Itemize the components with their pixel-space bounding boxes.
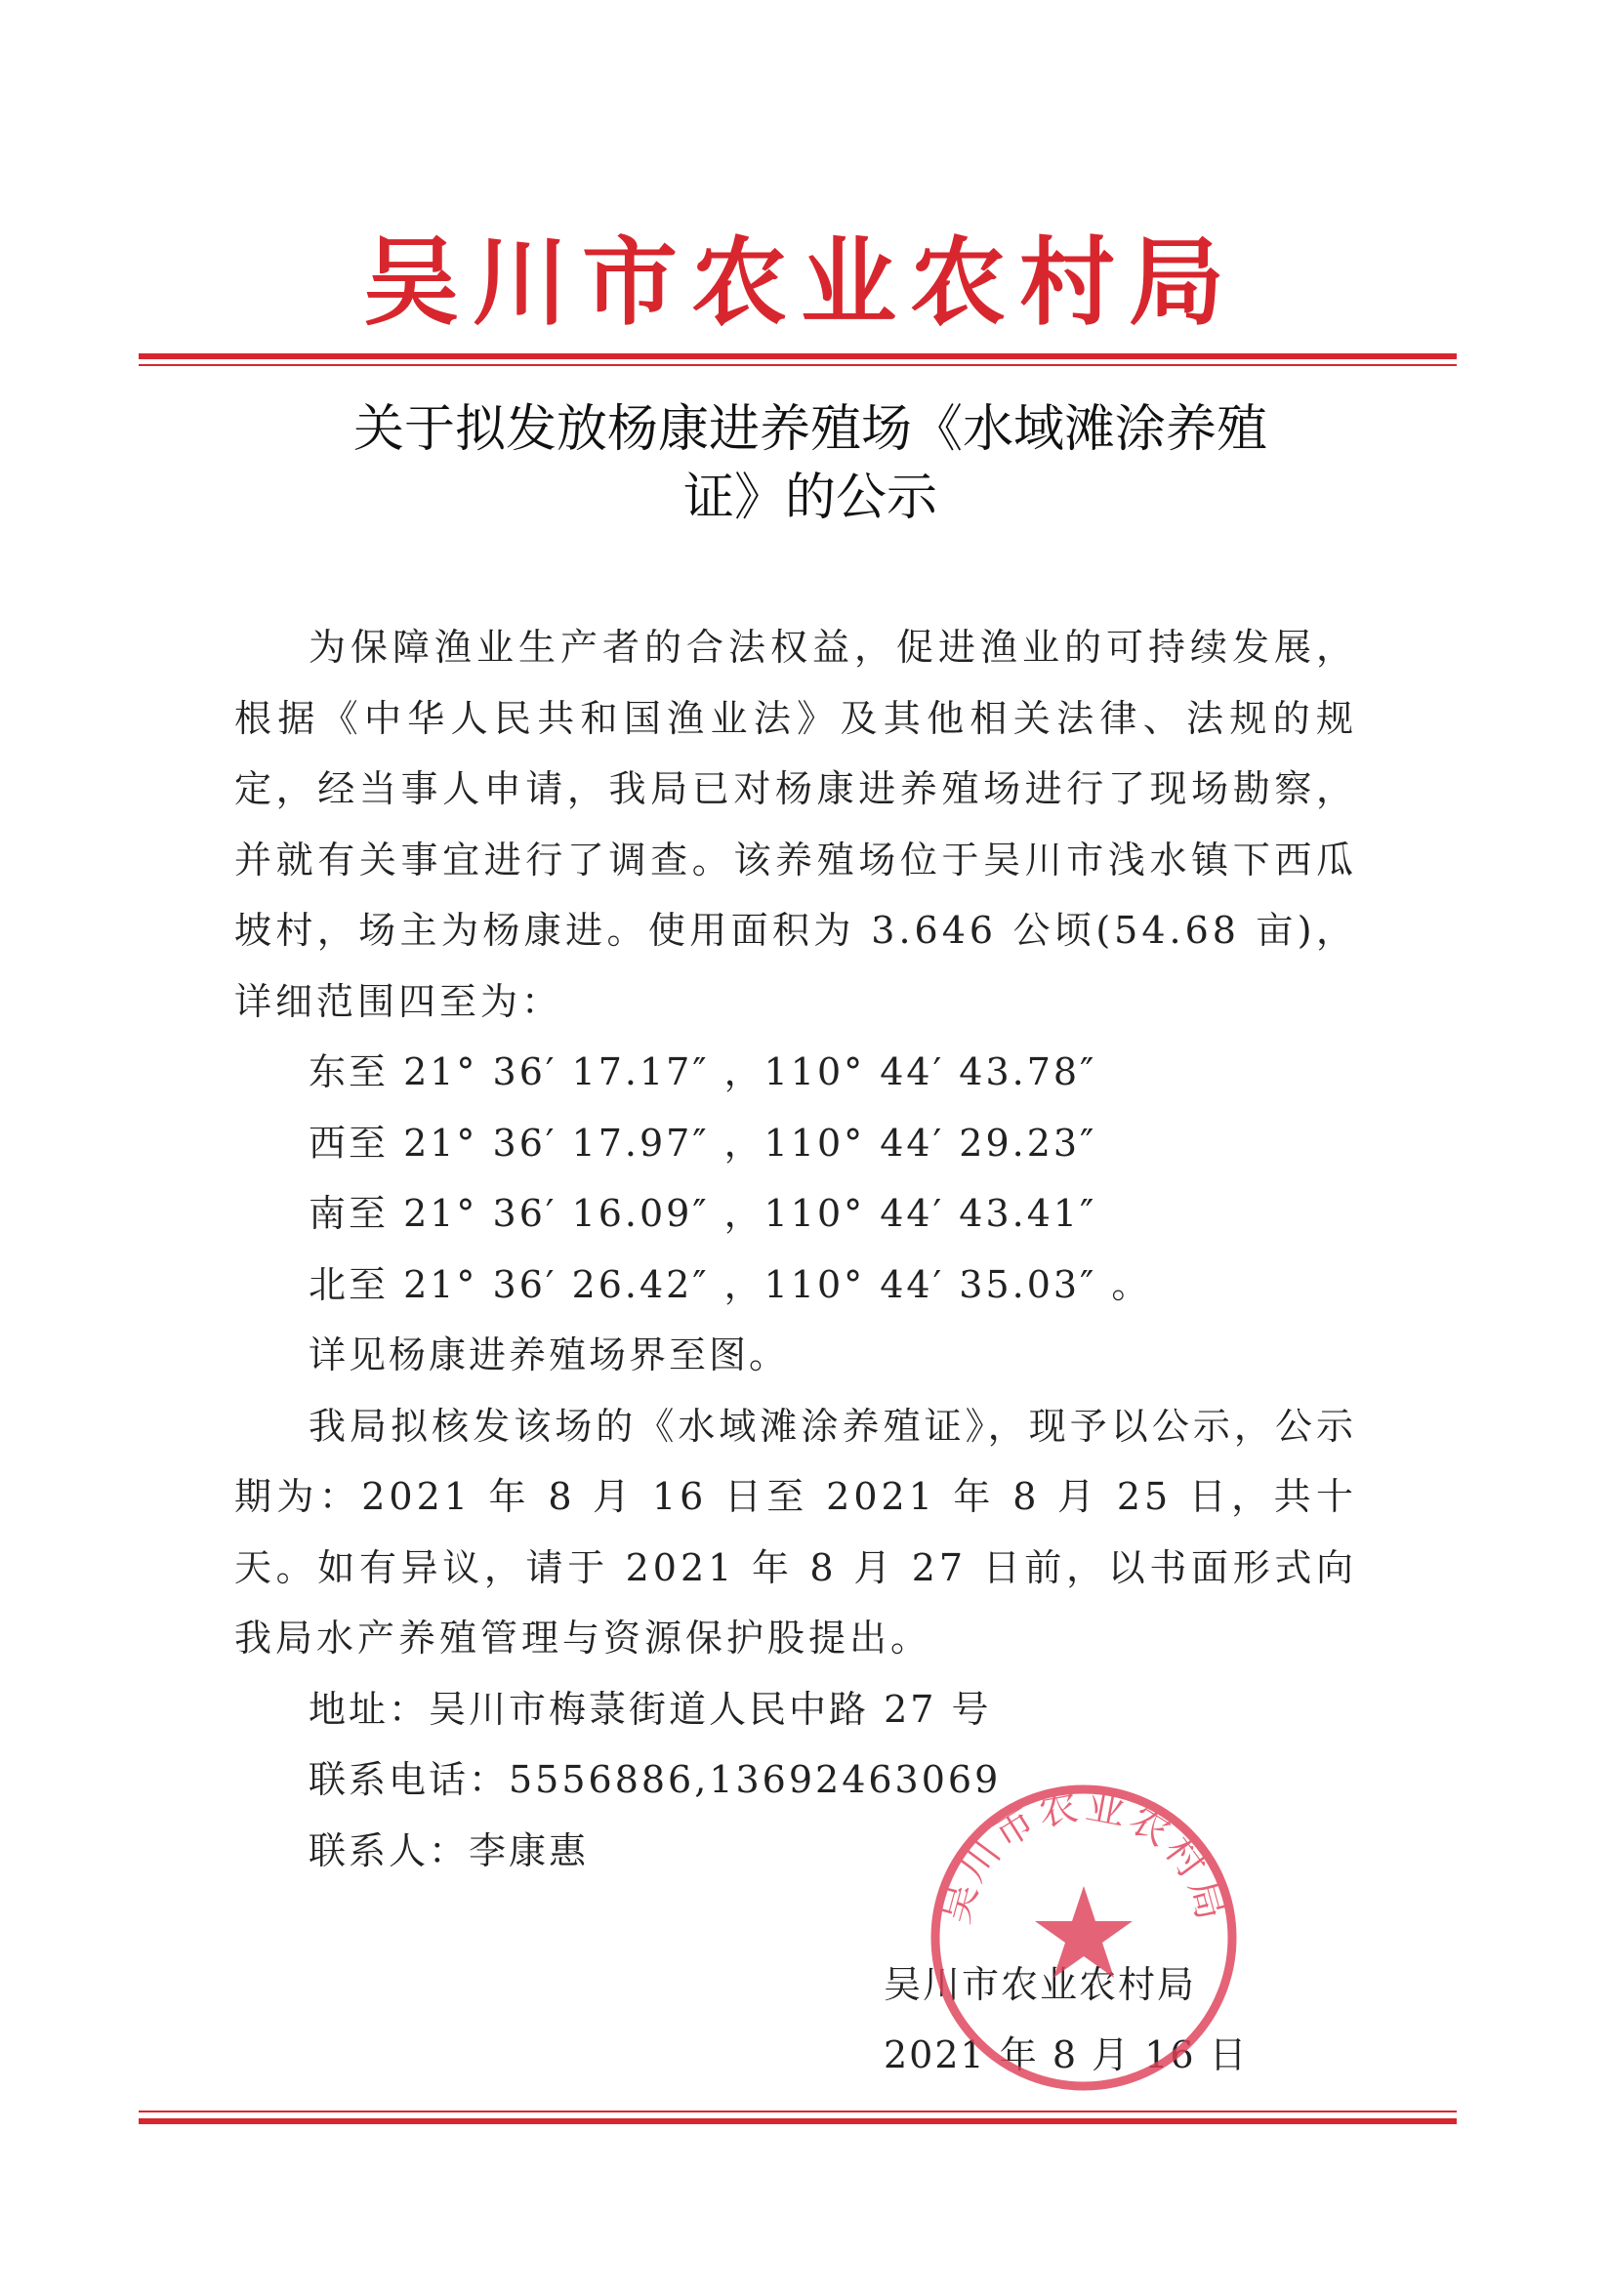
boundary-east: 东至 21° 36′ 17.17″ ，110° 44′ 43.78″ xyxy=(309,1050,1097,1093)
boundary-north: 北至 21° 36′ 26.42″ ，110° 44′ 35.03″ 。 xyxy=(309,1262,1152,1306)
signature-date: 2021 年 8 月 16 日 xyxy=(884,2033,1249,2076)
contact-person: 联系人：李康惠 xyxy=(309,1828,590,1872)
document-body xyxy=(234,612,1357,1886)
document-title xyxy=(176,395,1445,532)
footer-rule-thick xyxy=(139,2118,1457,2124)
notice-paragraph: 我局拟核发该场的《水域滩涂养殖证》，现予以公示，公示期为：2021 年 8 月 16 日至 2021 年 8 月 25 日，共十天。如有异议，请于 2021 年 8 月 27 日前，以书面形式向我局水产养殖管理与资源保护股提出。 xyxy=(234,1404,1357,1660)
seal-star-icon xyxy=(1035,1886,1133,1978)
official-seal xyxy=(923,1777,1245,2099)
boundary-west: 西至 21° 36′ 17.97″ ，110° 44′ 29.23″ xyxy=(309,1121,1097,1165)
footer-rule-thin xyxy=(139,2111,1457,2112)
contact-phone: 联系电话：5556886,13692463069 xyxy=(309,1758,1002,1801)
header-rule-thin xyxy=(139,364,1457,366)
title-line-1: 关于拟发放杨康进养殖场《水域滩涂养殖 xyxy=(352,400,1267,459)
org-header: 吴川市农业农村局 xyxy=(362,226,1238,339)
seal-text: 吴川市农业农村局 xyxy=(932,1783,1235,1929)
signature-org: 吴川市农业农村局 xyxy=(884,1963,1197,2006)
boundary-south: 南至 21° 36′ 16.09″ ，110° 44′ 43.41″ xyxy=(309,1192,1097,1235)
intro-paragraph: 为保障渔业生产者的合法权益，促进渔业的可持续发展，根据《中华人民共和国渔业法》及其他相关法律、法规的规定，经当事人申请，我局已对杨康进养殖场进行了现场勘察，并就有关事宜进行了调查。该养殖场位于吴川市浅水镇下西瓜坡村，场主为杨康进。使用面积为 3.646 公顷(54.68 亩)，详细范围四至为： xyxy=(234,626,1357,1023)
header-rule-thick xyxy=(139,353,1457,359)
contact-address: 地址：吴川市梅菉街道人民中路 27 号 xyxy=(309,1687,992,1731)
see-map-note: 详见杨康进养殖场界至图。 xyxy=(309,1333,790,1376)
title-line-2: 证》的公示 xyxy=(682,469,937,527)
